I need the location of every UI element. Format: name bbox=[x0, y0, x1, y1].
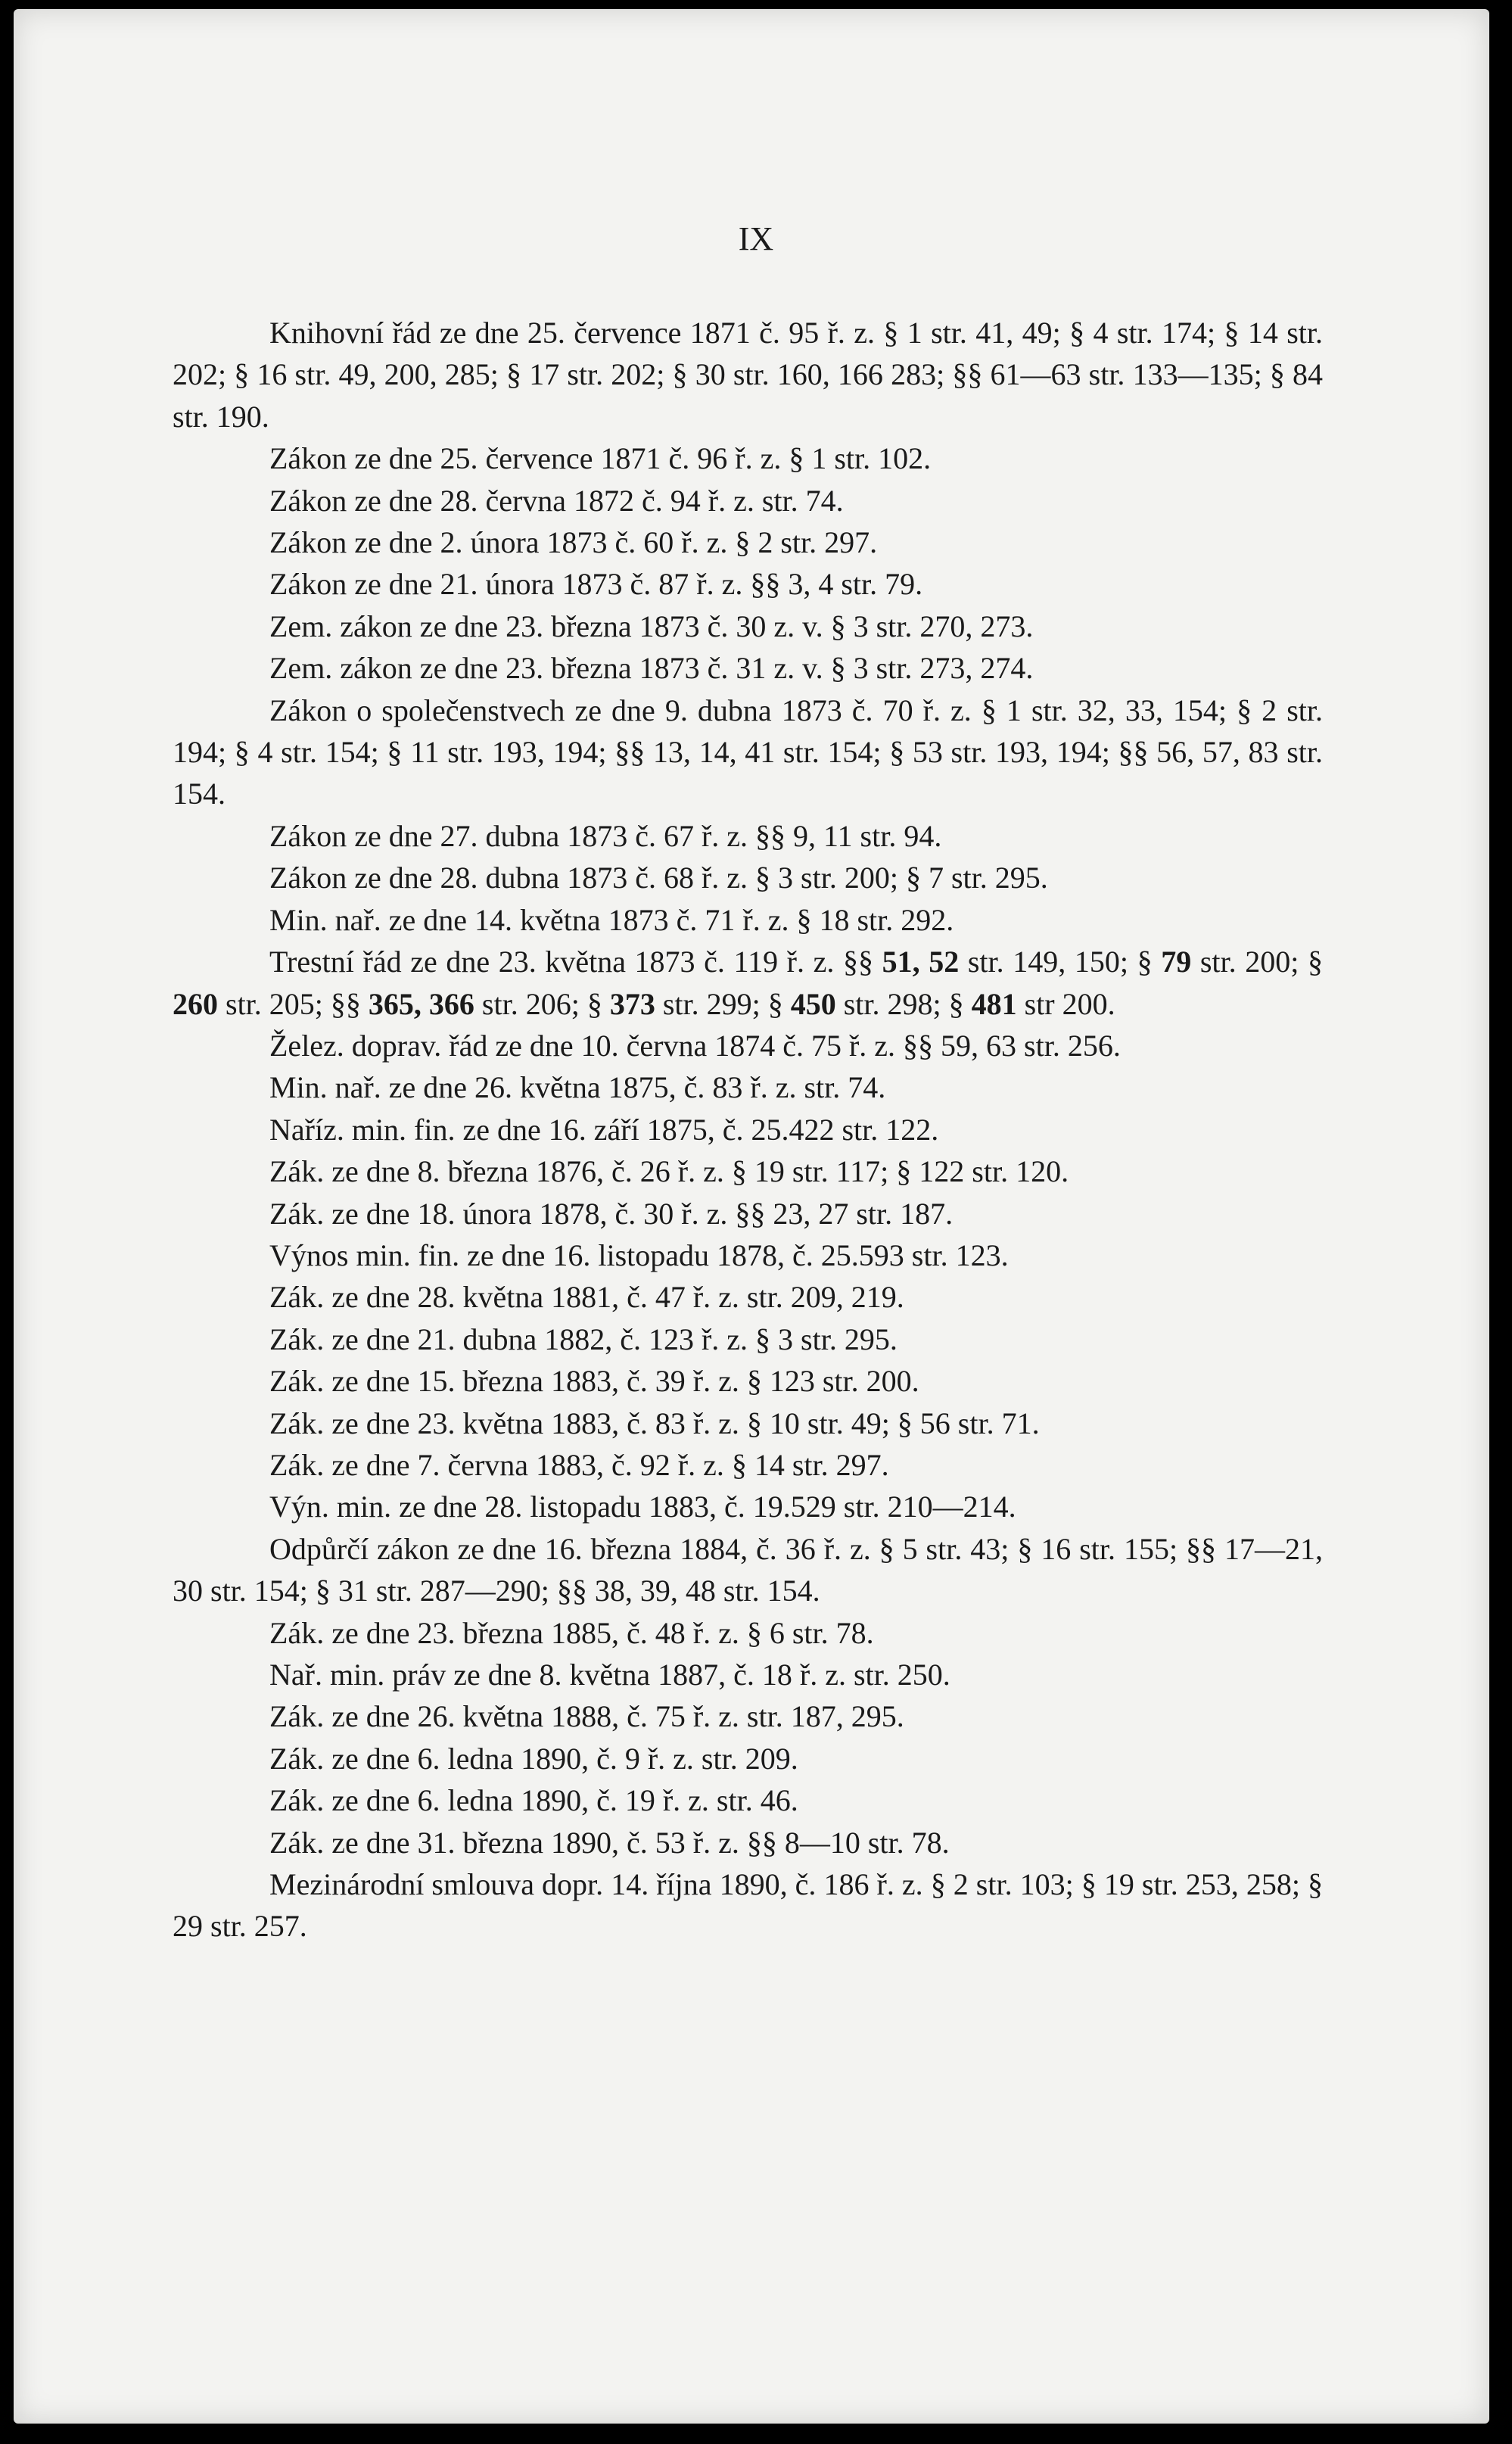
entry-text: Zák. ze dne 26. května 1888, č. 75 ř. z. str. 187, 295. bbox=[269, 1699, 904, 1734]
entry-text: Želez. doprav. řád ze dne 10. června 1874 č. 75 ř. z. §§ 59, 63 str. 256. bbox=[269, 1028, 1121, 1063]
entry-text: Zákon ze dne 21. února 1873 č. 87 ř. z. §§ 3, 4 str. 79. bbox=[269, 567, 923, 602]
index-entry bbox=[173, 941, 1323, 1025]
entry-text: Zákon ze dne 28. dubna 1873 č. 68 ř. z. § 3 str. 200; § 7 str. 295. bbox=[269, 861, 1048, 895]
entry-text: Zák. ze dne 21. dubna 1882, č. 123 ř. z. § 3 str. 295. bbox=[269, 1322, 898, 1356]
index-entry bbox=[173, 1528, 1323, 1612]
entry-text: Mezinárodní smlouva dopr. 14. října 1890, č. 186 ř. z. § 2 str. 103; § 19 str. 253, 258; § 29 str. 257. bbox=[173, 1867, 1323, 1944]
bold-paragraph-ref: 51, 52 bbox=[882, 945, 960, 979]
index-entry bbox=[173, 1150, 1323, 1192]
index-entry bbox=[173, 437, 1323, 479]
index-entry bbox=[173, 1234, 1323, 1276]
index-entry bbox=[173, 1738, 1323, 1779]
index-entry bbox=[173, 1863, 1323, 1947]
entry-text: Min. nař. ze dne 14. května 1873 č. 71 ř. z. § 18 str. 292. bbox=[269, 902, 954, 937]
entry-text: Zák. ze dne 23. března 1885, č. 48 ř. z. § 6 str. 78. bbox=[269, 1615, 874, 1650]
entry-text: Naříz. min. fin. ze dne 16. září 1875, č. 25.422 str. 122. bbox=[269, 1112, 939, 1147]
index-entry bbox=[173, 1025, 1323, 1066]
index-entry bbox=[173, 1612, 1323, 1654]
entry-text: str. 298; § bbox=[835, 986, 972, 1021]
page-number: IX bbox=[738, 220, 774, 257]
entry-text: Zák. ze dne 31. března 1890, č. 53 ř. z. §§ 8—10 str. 78. bbox=[269, 1825, 950, 1860]
index-entry bbox=[173, 1360, 1323, 1402]
bold-paragraph-ref: 373 bbox=[609, 986, 655, 1021]
entry-text: Zem. zákon ze dne 23. března 1873 č. 31 z. v. § 3 str. 273, 274. bbox=[269, 651, 1034, 686]
index-entry bbox=[173, 312, 1323, 437]
entry-text: Výn. min. ze dne 28. listopadu 1883, č. 19.529 str. 210—214. bbox=[269, 1490, 1016, 1524]
index-entry bbox=[173, 563, 1323, 605]
entry-text: Zák. ze dne 23. května 1883, č. 83 ř. z. § 10 str. 49; § 56 str. 71. bbox=[269, 1406, 1040, 1440]
entry-text: Trestní řád ze dne 23. května 1873 č. 119 ř. z. §§ bbox=[269, 945, 882, 979]
entry-text: Nař. min. práv ze dne 8. května 1887, č. 18 ř. z. str. 250. bbox=[269, 1658, 950, 1692]
index-entry bbox=[173, 899, 1323, 941]
entry-text: str 200. bbox=[1016, 986, 1115, 1021]
index-entry bbox=[173, 857, 1323, 898]
index-entry bbox=[173, 1695, 1323, 1737]
entry-text: Zákon o společenstvech ze dne 9. dubna 1873 č. 70 ř. z. § 1 str. 32, 33, 154; § 2 str. 194; § 4 str. 154; § 11 str. 193, 194; §§ 13, 14, 41 str. 154; § 53 str. 193, 194; §§ 56, 57, 83 str. 154. bbox=[173, 693, 1323, 811]
bold-paragraph-ref: 481 bbox=[971, 986, 1017, 1021]
bold-paragraph-ref: 450 bbox=[790, 986, 836, 1021]
entry-text: Zák. ze dne 6. ledna 1890, č. 19 ř. z. str. 46. bbox=[269, 1783, 798, 1818]
index-entry bbox=[173, 480, 1323, 521]
index-entry bbox=[173, 815, 1323, 857]
entry-text: Min. nař. ze dne 26. května 1875, č. 83 ř. z. str. 74. bbox=[269, 1070, 886, 1105]
index-entry bbox=[173, 1319, 1323, 1360]
bold-paragraph-ref: 260 bbox=[173, 986, 218, 1021]
entry-text: str. 206; § bbox=[474, 986, 610, 1021]
index-entry bbox=[173, 1654, 1323, 1695]
index-entry bbox=[173, 1822, 1323, 1863]
index-entry bbox=[173, 1193, 1323, 1234]
index-entry bbox=[173, 690, 1323, 815]
index-entry bbox=[173, 1276, 1323, 1318]
entry-text: Zák. ze dne 15. března 1883, č. 39 ř. z. § 123 str. 200. bbox=[269, 1364, 919, 1399]
entry-text: Zákon ze dne 25. července 1871 č. 96 ř. z. § 1 str. 102. bbox=[269, 441, 932, 476]
entry-text: str. 299; § bbox=[655, 986, 791, 1021]
entry-text: Zák. ze dne 28. května 1881, č. 47 ř. z. str. 209, 219. bbox=[269, 1280, 904, 1315]
index-entry bbox=[173, 1066, 1323, 1108]
entry-text: Zem. zákon ze dne 23. března 1873 č. 30 z. v. § 3 str. 270, 273. bbox=[269, 609, 1034, 643]
entry-text: Zákon ze dne 2. února 1873 č. 60 ř. z. § 2 str. 297. bbox=[269, 525, 878, 560]
index-entry bbox=[173, 1403, 1323, 1444]
entry-text: Zákon ze dne 27. dubna 1873 č. 67 ř. z. §§ 9, 11 str. 94. bbox=[269, 818, 942, 853]
entry-text: Zák. ze dne 8. března 1876, č. 26 ř. z. § 19 str. 117; § 122 str. 120. bbox=[269, 1154, 1069, 1189]
entry-text: str. 149, 150; § bbox=[959, 945, 1162, 979]
entry-text: str. 205; §§ bbox=[218, 986, 369, 1021]
index-entry bbox=[173, 1486, 1323, 1527]
entry-text: Zák. ze dne 18. února 1878, č. 30 ř. z. §§ 23, 27 str. 187. bbox=[269, 1196, 954, 1231]
index-entry bbox=[173, 606, 1323, 647]
bold-paragraph-ref: 365, 366 bbox=[368, 986, 474, 1021]
entry-text: Výnos min. fin. ze dne 16. listopadu 1878, č. 25.593 str. 123. bbox=[269, 1238, 1009, 1272]
index-entry bbox=[173, 1109, 1323, 1150]
index-entry bbox=[173, 521, 1323, 563]
index-entry-list bbox=[173, 312, 1323, 1947]
index-entry bbox=[173, 647, 1323, 689]
entry-text: Zák. ze dne 6. ledna 1890, č. 9 ř. z. str. 209. bbox=[269, 1741, 798, 1776]
index-entry bbox=[173, 1779, 1323, 1821]
bold-paragraph-ref: 79 bbox=[1161, 945, 1192, 979]
index-entry bbox=[173, 1444, 1323, 1486]
entry-text: Knihovní řád ze dne 25. července 1871 č. 95 ř. z. § 1 str. 41, 49; § 4 str. 174; § 14 str. 202; § 16 str. 49, 200, 285; § 17 str. 202; § 30 str. 160, 166 283; §§ 61—63 str. 133—135; § 84 str. 190. bbox=[173, 316, 1323, 434]
entry-text: Zák. ze dne 7. června 1883, č. 92 ř. z. § 14 str. 297. bbox=[269, 1447, 889, 1482]
entry-text: str. 200; § bbox=[1191, 945, 1324, 979]
entry-text: Odpůrčí zákon ze dne 16. března 1884, č. 36 ř. z. § 5 str. 43; § 16 str. 155; §§ 17—21, 30 str. 154; § 31 str. 287—290; §§ 38, 39, 48 str. 154. bbox=[173, 1531, 1323, 1608]
entry-text: Zákon ze dne 28. června 1872 č. 94 ř. z. str. 74. bbox=[269, 483, 844, 518]
